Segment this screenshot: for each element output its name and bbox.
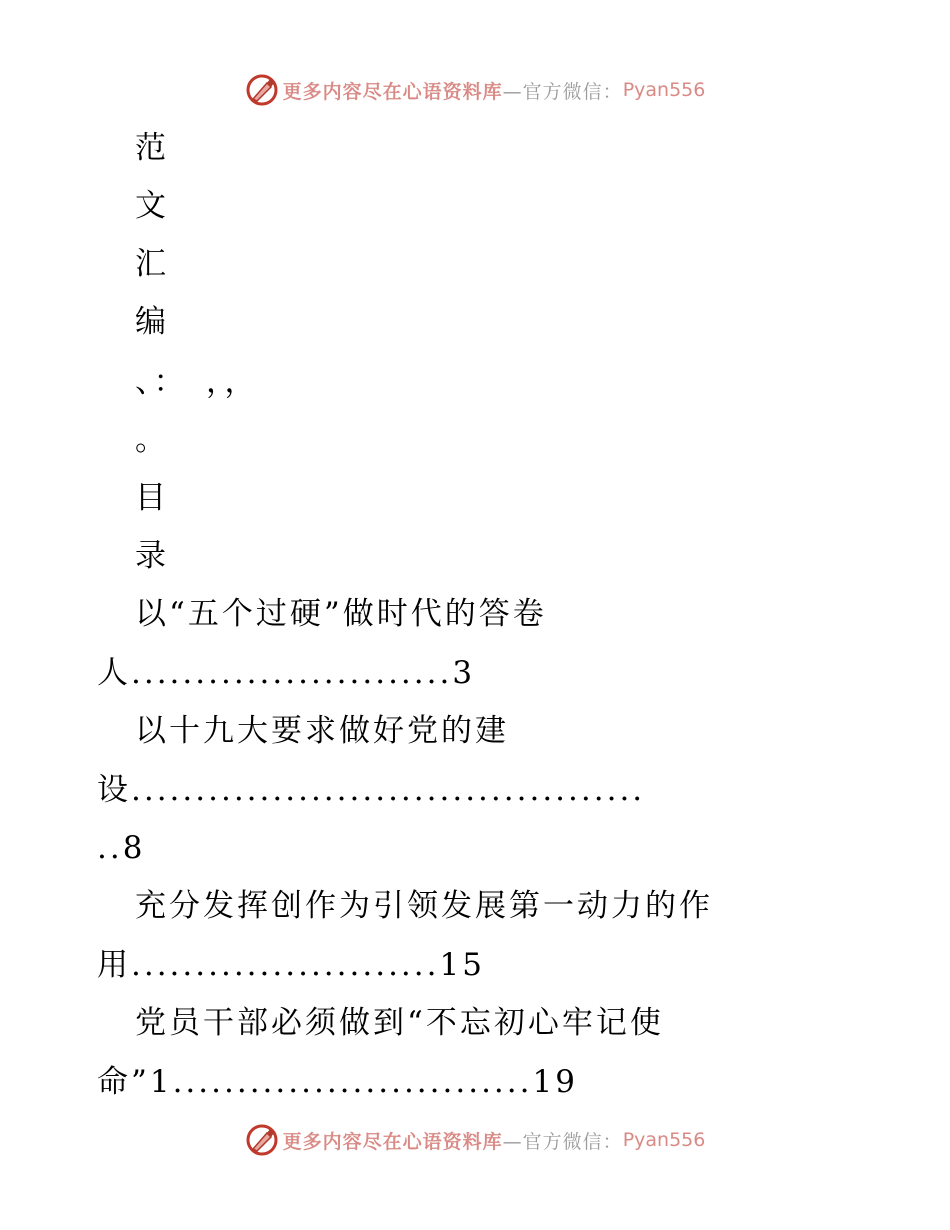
toc-heading-2: 录 xyxy=(135,538,169,574)
toc-entry-2-title: 以十九大要求做好党的建 xyxy=(135,713,509,749)
watermark-footer xyxy=(0,1120,950,1160)
doc-line-6: 。 xyxy=(135,422,169,458)
toc-entry-4-leader: 命”1............................19 xyxy=(97,1064,578,1100)
watermark-header xyxy=(0,70,950,110)
toc-entry-3-title: 充分发挥创作为引领发展第一动力的作 xyxy=(135,888,713,924)
toc-entry-1-title: 以“五个过硬”做时代的答卷 xyxy=(135,596,547,632)
toc-entry-2-leader: 设........................................ xyxy=(97,772,646,808)
watermark-wechat-id: Pyan556 xyxy=(622,1129,706,1151)
toc-entry-1-leader: 人.........................3 xyxy=(97,655,476,691)
doc-line-3: 汇 xyxy=(135,246,169,282)
pen-logo-icon xyxy=(245,1123,279,1157)
watermark-text: 更多内容尽在心语资料库 xyxy=(282,80,503,103)
pen-logo-icon xyxy=(245,73,279,107)
toc-heading-1: 目 xyxy=(135,480,169,516)
watermark-separator: —官方微信： xyxy=(502,1130,623,1153)
doc-line-1: 范 xyxy=(135,130,169,166)
watermark-separator: —官方微信： xyxy=(502,80,623,103)
doc-line-2: 文 xyxy=(135,188,169,224)
toc-entry-2-page: ..8 xyxy=(97,830,146,866)
doc-line-4: 编 xyxy=(135,304,169,340)
toc-entry-4-title: 党员干部必须做到“不忘初心牢记使 xyxy=(135,1005,664,1041)
doc-line-5: 、： ，， xyxy=(135,364,259,400)
watermark-wechat-id: Pyan556 xyxy=(622,79,706,101)
toc-entry-3-leader: 用........................15 xyxy=(97,947,485,983)
watermark-text: 更多内容尽在心语资料库 xyxy=(282,1130,503,1153)
